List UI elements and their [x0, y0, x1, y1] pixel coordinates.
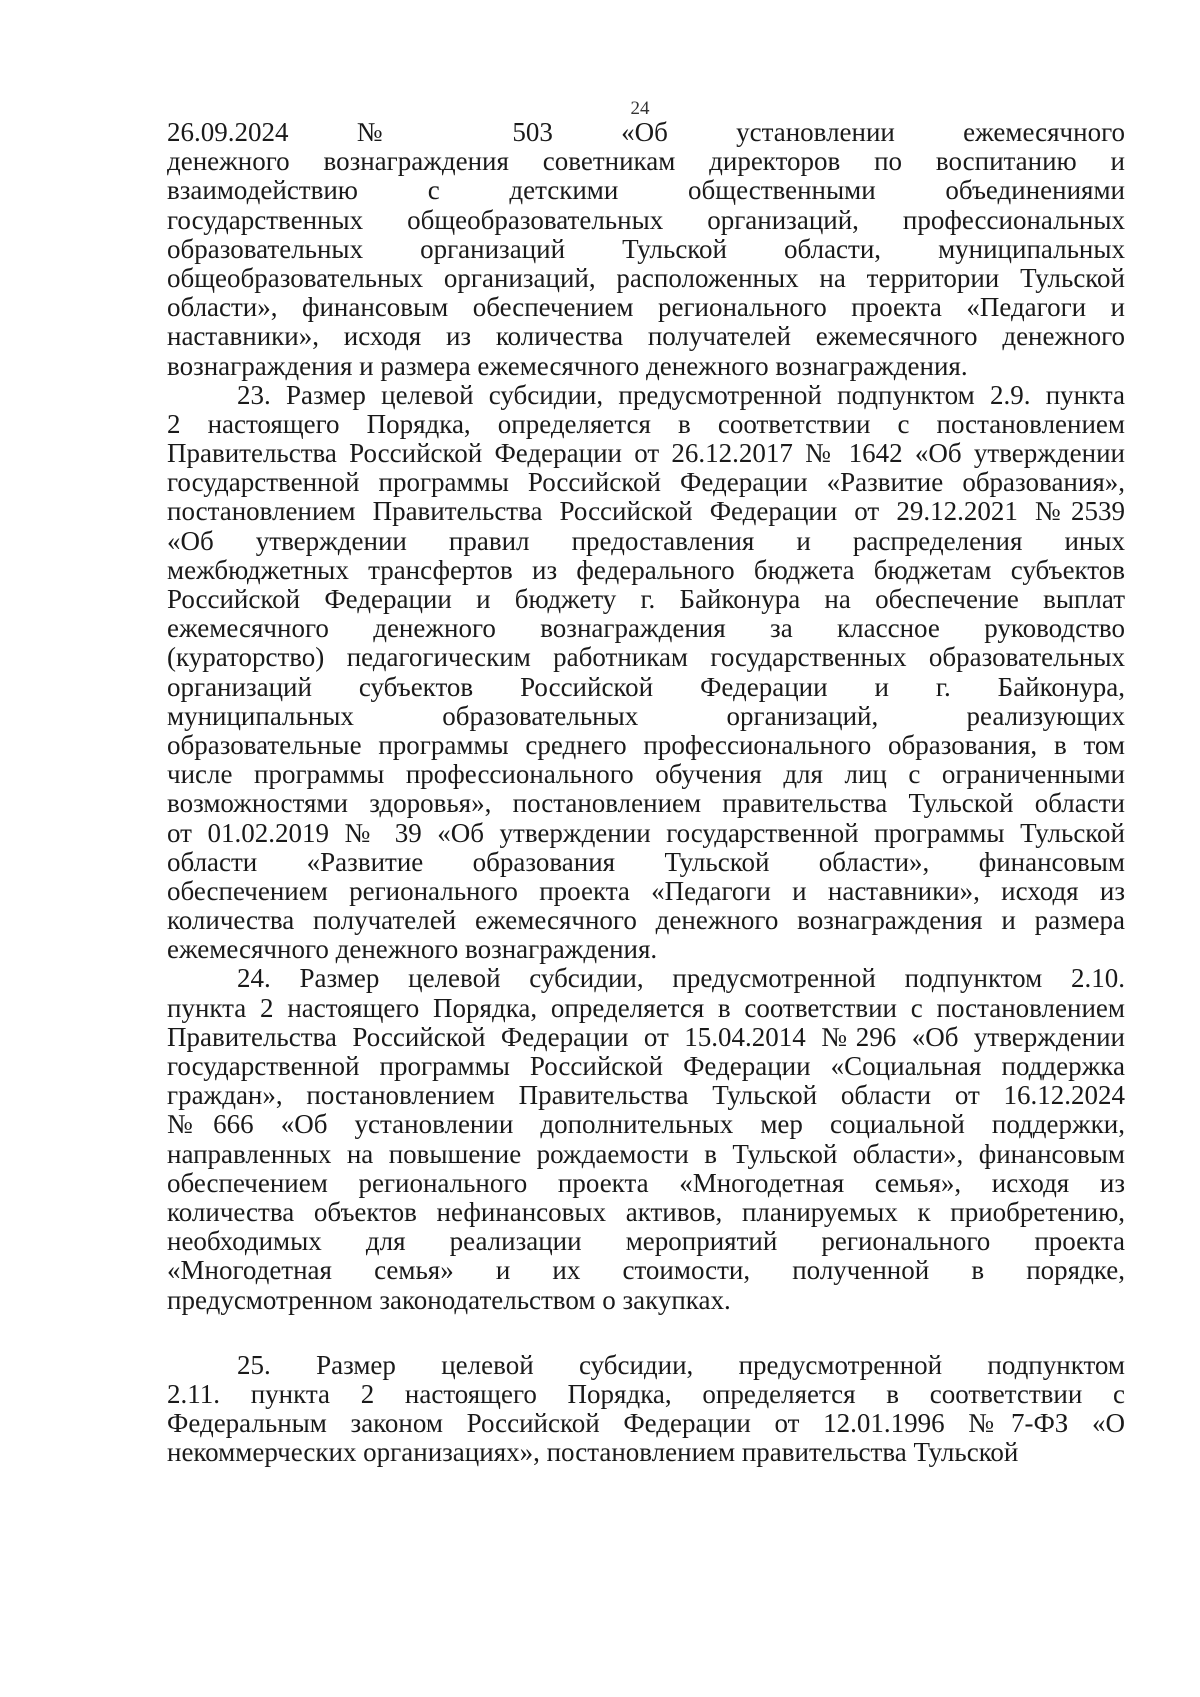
text-line: Правительства Российской Федерации от 15.04.2014 №296 «Об утверждении [167, 1021, 1125, 1052]
text-line: взаимодействию с детскими общественными объединениями [167, 175, 1125, 206]
paragraph [167, 1351, 1125, 1468]
text-line: государственной программы Российской Федерации «Социальная поддержка [167, 1051, 1125, 1081]
text-line: предусмотренном законодательством о закупках. [167, 1284, 731, 1315]
text-line: числе программы профессионального обучения для лиц с ограниченными [167, 759, 1125, 790]
text-line: 2.11. пункта 2 настоящего Порядка, определяется в соответствии с [167, 1378, 1125, 1409]
text-line: вознаграждения и размера ежемесячного денежного вознаграждения. [167, 350, 968, 381]
text-line: обеспечением регионального проекта «Многодетная семья», исходя из [167, 1167, 1125, 1198]
paragraph [167, 381, 1125, 965]
text-line: «Об утверждении правил предоставления и распределения иных [167, 525, 1125, 556]
text-line: образовательные программы среднего профессионального образования, в том [167, 729, 1125, 760]
text-line: постановлением Правительства Российской Федерации от 29.12.2021 №2539 [167, 496, 1125, 527]
paragraph [167, 964, 1125, 1314]
text-line: денежного вознаграждения советникам директоров по воспитанию и [167, 146, 1125, 177]
text-line: организаций субъектов Российской Федерации и г. Байконура, [167, 671, 1125, 702]
text-line: 25. Размер целевой субсидии, предусмотренной подпунктом [237, 1349, 1125, 1380]
text-line: муниципальных образовательных организаций, реализующих [167, 700, 1125, 731]
text-line: ежемесячного денежного вознаграждения. [167, 934, 658, 965]
text-line: «Многодетная семья» и их стоимости, полученной в порядке, [167, 1255, 1125, 1286]
text-line: некоммерческих организациях», постановлением правительства Тульской [167, 1437, 1019, 1468]
text-line: количества объектов нефинансовых активов, планируемых к приобретению, [167, 1196, 1125, 1227]
text-line: межбюджетных трансфертов из федерального бюджета бюджетам субъектов [167, 554, 1125, 585]
text-line: 23. Размер целевой субсидии, предусмотренной подпунктом 2.9. пункта [237, 379, 1125, 410]
text-line: количества получателей ежемесячного денежного вознаграждения и размера [167, 905, 1125, 936]
text-line: Российской Федерации и бюджету г. Байконура на обеспечение выплат [167, 584, 1125, 614]
text-line: общеобразовательных организаций, расположенных на территории Тульской [167, 262, 1125, 293]
text-line: (кураторство) педагогическим работникам государственных образовательных [167, 642, 1125, 673]
text-line: пункта 2 настоящего Порядка, определяется в соответствии с постановлением [167, 992, 1125, 1023]
text-line: возможностями здоровья», постановлением правительства Тульской области [167, 788, 1125, 819]
text-line: Федеральным законом Российской Федерации от 12.01.1996 №7-ФЗ «О [167, 1408, 1125, 1439]
text-line: от 01.02.2019 № 39 «Об утверждении государственной программы Тульской [167, 817, 1125, 848]
text-line: №666 «Об установлении дополнительных мер социальной поддержки, [167, 1109, 1125, 1140]
text-line: государственных общеобразовательных организаций, профессиональных [167, 204, 1125, 235]
paragraph-gap [167, 1315, 1125, 1351]
text-line: области», финансовым обеспечением регионального проекта «Педагоги и [167, 292, 1125, 323]
text-line: 26.09.2024 № 503 «Об установлении ежемесячного [167, 117, 1125, 147]
text-line: наставники», исходя из количества получателей ежемесячного денежного [167, 321, 1125, 352]
text-line: образовательных организаций Тульской области, муниципальных [167, 233, 1125, 264]
text-line: необходимых для реализации мероприятий регионального проекта [167, 1226, 1125, 1257]
text-line: 24. Размер целевой субсидии, предусмотренной подпунктом 2.10. [237, 963, 1125, 994]
text-line: направленных на повышение рождаемости в Тульской области», финансовым [167, 1138, 1125, 1169]
text-line: 2 настоящего Порядка, определяется в соответствии с постановлением [167, 408, 1125, 439]
page-number: 24 [630, 98, 650, 119]
document-body [167, 118, 1125, 1467]
text-line: области «Развитие образования Тульской области», финансовым [167, 846, 1125, 877]
text-line: Правительства Российской Федерации от 26.12.2017 № 1642 «Об утверждении [167, 438, 1125, 469]
text-line: обеспечением регионального проекта «Педагоги и наставники», исходя из [167, 875, 1125, 906]
paragraph [167, 118, 1125, 381]
text-line: государственной программы Российской Федерации «Развитие образования», [167, 467, 1125, 498]
text-line: граждан», постановлением Правительства Тульской области от 16.12.2024 [167, 1080, 1125, 1111]
text-line: ежемесячного денежного вознаграждения за классное руководство [167, 613, 1125, 644]
